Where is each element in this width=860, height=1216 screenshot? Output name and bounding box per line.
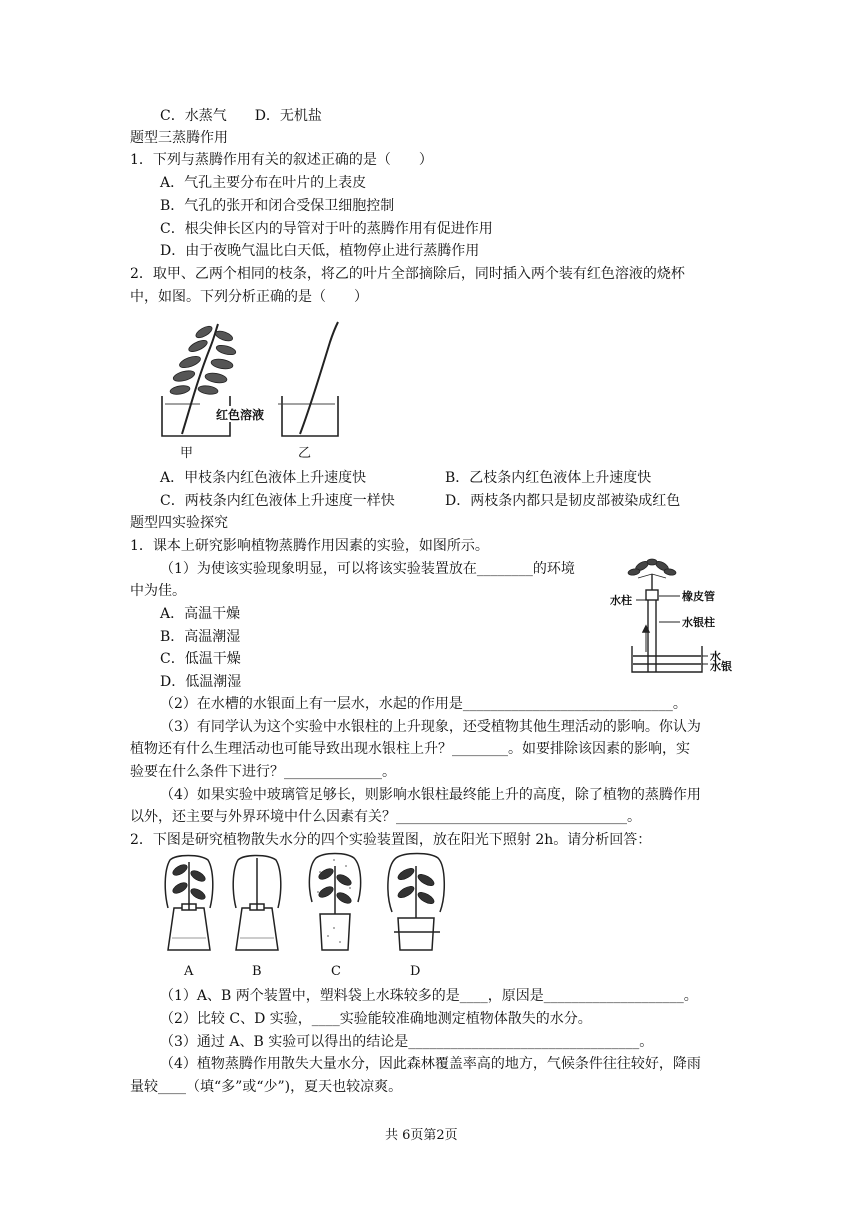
section-heading-4: 题型四实验探究: [130, 515, 228, 531]
option-c: C．根尖伸长区内的导管对于叶的蒸腾作用有促进作用: [160, 221, 493, 237]
question-4-1-part4: （4）如果实验中玻璃管足够长，则影响水银柱最终能上升的高度，除了植物的蒸腾作用: [160, 787, 701, 803]
question-3-2-cont: 中，如图。下列分析正确的是（ ）: [130, 289, 368, 305]
option-b-3: B．高温潮湿: [160, 629, 241, 645]
question-4-1-part1: （1）为使该实验现象明显，可以将该实验装置放在________的环境: [160, 561, 575, 577]
label-jia: 甲: [180, 446, 194, 461]
question-4-1: 1．课本上研究影响植物蒸腾作用因素的实验，如图所示。: [130, 538, 489, 554]
beaker-yi: [282, 396, 338, 436]
question-4-2-part4-cont: 量较____（填“多”或“少”)，夏天也较凉爽。: [130, 1079, 403, 1095]
question-4-2-part1: （1）A、B 两个装置中，塑料袋上水珠较多的是____，原因是____________________。: [160, 988, 698, 1004]
question-3-1: 1．下列与蒸腾作用有关的叙述正确的是（ ）: [130, 152, 433, 168]
question-3-2: 2．取甲、乙两个相同的枝条，将乙的叶片全部摘除后，同时插入两个装有红色溶液的烧杯: [130, 266, 685, 282]
setup-label-d: D: [410, 964, 421, 979]
option-a-2: A．甲枝条内红色液体上升速度快: [160, 470, 367, 486]
branch-beaker-figure: [160, 318, 360, 464]
setup-label-b: B: [252, 964, 262, 979]
label-water: 水: [710, 650, 721, 663]
label-yi: 乙: [298, 446, 312, 461]
option-c-2: C．两枝条内红色液体上升速度一样快: [160, 493, 395, 509]
question-4-1-part2: （2）在水槽的水银面上有一层水，水起的作用是______________________________。: [160, 696, 687, 712]
option-d-2: D．两枝条内都只是韧皮部被染成红色: [445, 493, 681, 509]
label-mercury-column: 水银柱: [682, 616, 715, 629]
setup-label-c: C: [331, 964, 341, 979]
option-d: D．由于夜晚气温比白天低，植物停止进行蒸腾作用: [160, 243, 480, 259]
section-heading-3: 题型三蒸腾作用: [130, 130, 228, 146]
label-mercury: 水银: [710, 660, 732, 673]
option-a-3: A．高温干燥: [160, 606, 241, 622]
four-setups-figure: [160, 852, 460, 960]
leaves-jia: [169, 324, 236, 396]
question-4-1-part3: （3）有同学认为这个实验中水银柱的上升现象，还受植物其他生理活动的影响。你认为: [160, 719, 701, 735]
question-4-2: 2．下图是研究植物散失水分的四个实验装置图，放在阳光下照射 2h。请分析回答：: [130, 832, 652, 848]
solution-label: 红色溶液: [216, 408, 265, 422]
label-rubber-tube: 橡皮管: [682, 590, 715, 603]
question-4-1-part3-cont: 植物还有什么生理活动也可能导致出现水银柱上升？________。如要排除该因素的影响，实: [130, 741, 690, 757]
option-b-2: B．乙枝条内红色液体上升速度快: [445, 470, 652, 486]
label-water-column: 水柱: [610, 594, 632, 607]
option-d-3: D．低温潮湿: [160, 674, 242, 690]
question-4-1-part4-cont: 以外，还主要与外界环境中什么因素有关？_________________________________。: [130, 809, 641, 825]
setup-label-a: A: [184, 964, 194, 979]
question-4-1-part3-cont2: 验要在什么条件下进行？______________。: [130, 764, 396, 780]
option-cd-prev: C．水蒸气 D．无机盐: [160, 108, 322, 124]
option-c-3: C．低温干燥: [160, 651, 241, 667]
question-4-1-part1-cont: 中为佳。: [130, 583, 186, 599]
page-footer: 共 6页第2页: [385, 1128, 458, 1143]
option-a: A．气孔主要分布在叶片的上表皮: [160, 175, 367, 191]
question-4-2-part2: （2）比较 C、D 实验，____实验能较准确地测定植物体散失的水分。: [160, 1011, 592, 1027]
option-b: B．气孔的张开和闭合受保卫细胞控制: [160, 198, 395, 214]
question-4-2-part4: （4）植物蒸腾作用散失大量水分，因此森林覆盖率高的地方，气候条件往往较好，降雨: [160, 1056, 701, 1072]
question-4-2-part3: （3）通过 A、B 实验可以得出的结论是_________________________________。: [160, 1034, 654, 1050]
branch-yi: [300, 322, 338, 434]
